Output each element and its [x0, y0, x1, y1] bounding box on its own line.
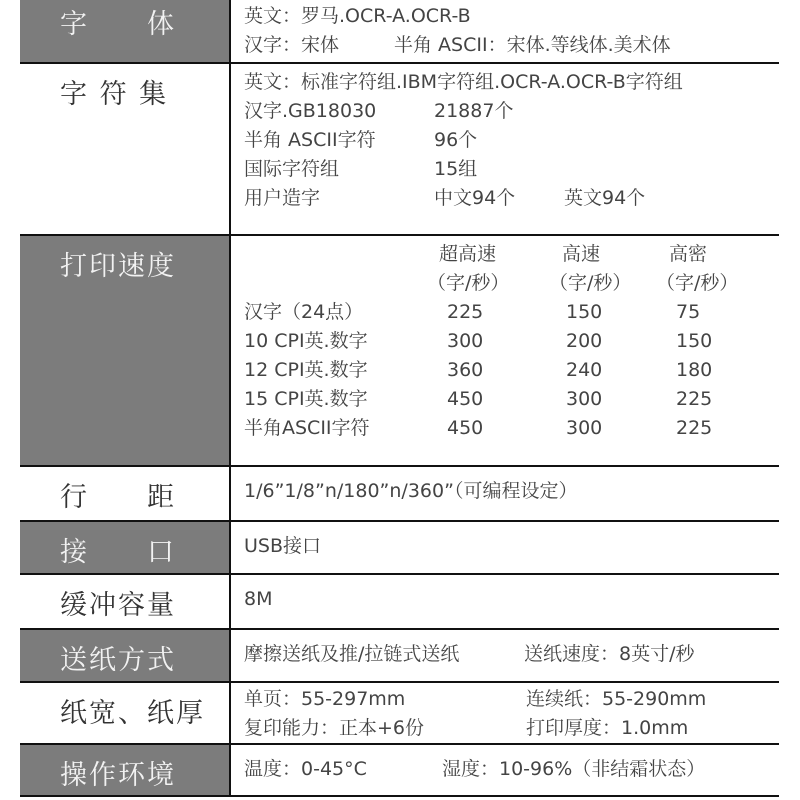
spec-value: 复印能力：正本+6份: [244, 717, 425, 739]
spec-label: 操作环境: [20, 745, 231, 795]
spec-value: 汉字.GB18030: [244, 100, 377, 122]
spec-value: 湿度：10-96%（非结霜状态）: [442, 758, 706, 780]
spec-value: 15组: [434, 158, 478, 180]
spec-value: 半角 ASCII：宋体.等线体.美术体: [394, 34, 671, 56]
spec-label: 字 符 集: [20, 64, 231, 234]
spec-value: 英文94个: [564, 187, 646, 209]
spec-value: 96个: [434, 129, 478, 151]
spec-label: 行 距: [20, 467, 231, 520]
spec-value: （字/秒）: [656, 272, 739, 294]
spec-row: [20, 630, 779, 683]
spec-value: 200: [566, 330, 603, 352]
spec-value: 用户造字: [244, 187, 321, 209]
spec-value: 汉字（24点）: [244, 301, 364, 323]
spec-row: [20, 467, 779, 522]
spec-content: [231, 0, 779, 62]
spec-value: 超高速: [439, 243, 497, 265]
spec-label: 打印速度: [20, 236, 231, 465]
spec-line: [244, 240, 779, 269]
spec-line: [244, 184, 779, 213]
spec-label: 接 口: [20, 522, 231, 573]
spec-content: [231, 683, 779, 743]
spec-line: [244, 532, 779, 561]
spec-value: 10 CPI英.数字: [244, 330, 368, 352]
spec-value: 单页：55-297mm: [244, 688, 406, 710]
spec-label: 字 体: [20, 0, 231, 62]
spec-line: [244, 269, 779, 298]
spec-value: 温度：0-45°C: [244, 758, 367, 780]
spec-row: [20, 64, 779, 236]
spec-line: [244, 97, 779, 126]
spec-value: USB接口: [244, 535, 322, 557]
spec-content: [231, 575, 779, 628]
spec-value: 中文94个: [434, 187, 516, 209]
spec-value: 汉字：宋体: [244, 34, 340, 56]
spec-row: [20, 522, 779, 575]
spec-value: 半角 ASCII字符: [244, 129, 376, 151]
spec-value: 450: [447, 417, 484, 439]
spec-value: 英文：罗马.OCR-A.OCR-B: [244, 5, 471, 27]
spec-value: 15 CPI英.数字: [244, 388, 368, 410]
spec-line: [244, 477, 779, 506]
spec-line: [244, 327, 779, 356]
spec-line: [244, 640, 779, 669]
spec-label: 送纸方式: [20, 630, 231, 681]
spec-value: 半角ASCII字符: [244, 417, 370, 439]
spec-content: [231, 745, 779, 795]
spec-value: 180: [676, 359, 713, 381]
spec-value: 75: [676, 301, 701, 323]
spec-line: [244, 714, 779, 743]
spec-value: 225: [676, 388, 713, 410]
spec-line: [244, 298, 779, 327]
spec-content: [231, 236, 779, 465]
spec-value: 450: [447, 388, 484, 410]
spec-line: [244, 585, 779, 614]
spec-line: [244, 31, 779, 60]
spec-line: [244, 155, 779, 184]
spec-content: [231, 522, 779, 573]
spec-value: 12 CPI英.数字: [244, 359, 368, 381]
spec-value: 1/6”1/8”n/180”n/360”（可编程设定）: [244, 480, 578, 502]
spec-value: 150: [566, 301, 603, 323]
spec-value: 240: [566, 359, 603, 381]
spec-content: [231, 64, 779, 234]
spec-line: [244, 414, 779, 443]
spec-value: 连续纸：55-290mm: [526, 688, 707, 710]
spec-value: 150: [676, 330, 713, 352]
spec-line: [244, 2, 779, 31]
spec-value: 225: [676, 417, 713, 439]
spec-line: [244, 126, 779, 155]
spec-value: 225: [447, 301, 484, 323]
spec-value: 摩擦送纸及推/拉链式送纸: [244, 643, 460, 665]
spec-value: 高密: [669, 243, 708, 265]
spec-value: 高速: [562, 243, 601, 265]
spec-row: [20, 683, 779, 745]
spec-label: 缓冲容量: [20, 575, 231, 628]
spec-value: 8M: [244, 588, 273, 610]
spec-line: [244, 685, 779, 714]
spec-line: [244, 755, 779, 784]
spec-value: （字/秒）: [549, 272, 632, 294]
spec-value: 送纸速度：8英寸/秒: [524, 643, 695, 665]
spec-value: 300: [566, 388, 603, 410]
spec-line: [244, 356, 779, 385]
spec-value: （字/秒）: [427, 272, 510, 294]
spec-row: [20, 575, 779, 630]
spec-row: [20, 745, 779, 797]
spec-label: 纸宽、纸厚: [20, 683, 231, 743]
spec-value: 打印厚度：1.0mm: [526, 717, 689, 739]
spec-value: 英文：标准字符组.IBM字符组.OCR-A.OCR-B字符组: [244, 71, 683, 93]
spec-value: 360: [447, 359, 484, 381]
spec-row: [20, 0, 779, 64]
spec-line: [244, 385, 779, 414]
spec-value: 300: [447, 330, 484, 352]
spec-value: 国际字符组: [244, 158, 340, 180]
spec-content: [231, 467, 779, 520]
spec-content: [231, 630, 779, 681]
spec-value: 21887个: [434, 100, 514, 122]
spec-line: [244, 68, 779, 97]
spec-value: 300: [566, 417, 603, 439]
spec-row: [20, 236, 779, 467]
